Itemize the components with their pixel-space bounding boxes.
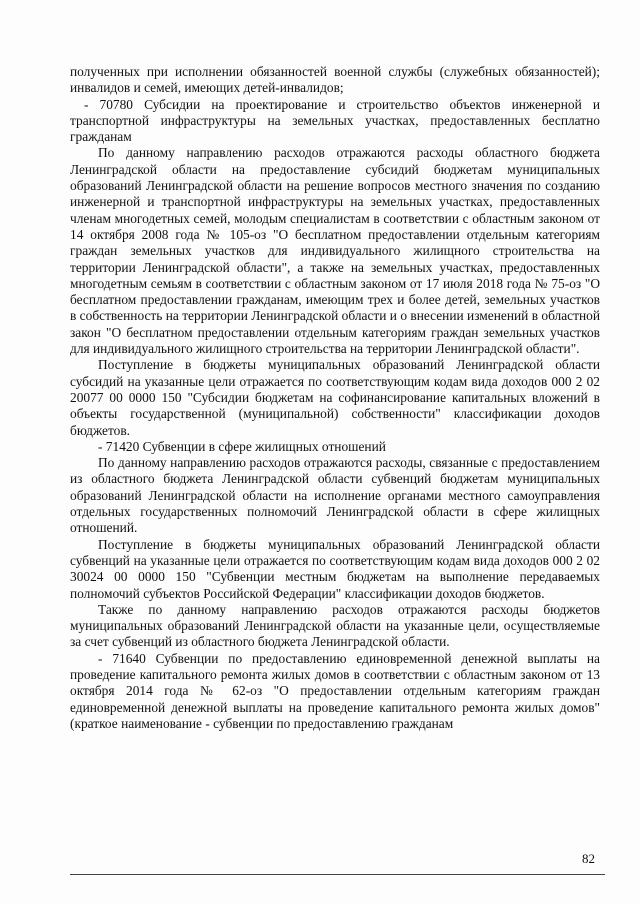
item-71640-heading: - 71640 Субвенции по предоставлению единовременной денежной выплаты на проведение капитального ремонта жилых домов в соответствии с областным законом от 13 октября 2014 года № 62-оз "О предоставлении отдельным категориям граждан единовременной денежной выплаты на проведение капитального ремонта жилых домов" (краткое наименование - субвенции по предоставлению гражданам (70, 650, 600, 731)
paragraph-70780-description: По данному направлению расходов отражаются расходы областного бюджета Ленинградской области на предоставление субсидий бюджетам муниципальных образований Ленинградской области на решение вопросов местного значения по созданию инженерной и транспортной инфраструктуры на земельных участках, предоставленных членам многодетных семей, молодым специалистам в соответствии с областным законом от 14 октября 2008 года № 105-оз "О бесплатном предоставлении отдельным категориям граждан земельных участков для индивидуального жилищного строительства на территории Ленинградской области", а также на земельных участках, предоставленных многодетным семьям в соответствии с областным законом от 17 июля 2018 года № 75-оз "О бесплатном предоставлении гражданам, имеющим трех и более детей, земельных участков в собственность на территории Ленинградской области и о внесении изменений в областной закон "О бесплатном предоставлении отдельным категориям граждан земельных участков для индивидуального жилищного строительства на территории Ленинградской области". (70, 145, 600, 357)
page-number: 82 (582, 851, 595, 866)
paragraph-continuation: полученных при исполнении обязанностей военной службы (служебных обязанностей); инвалидов и семей, имеющих детей-инвалидов; (70, 64, 600, 96)
bottom-rule (70, 874, 605, 875)
item-70780-heading: - 70780 Субсидии на проектирование и строительство объектов инженерной и транспортной инфраструктуры на земельных участках, предоставленных бесплатно гражданам (70, 96, 600, 145)
body-text (70, 64, 600, 732)
item-71420-heading: - 71420 Субвенции в сфере жилищных отношений (98, 438, 386, 454)
paragraph-71420-revenue: Поступление в бюджеты муниципальных образований Ленинградской области субвенций на указанные цели отражается по соответствующим кодам вида доходов 000 2 02 30024 00 0000 150 "Субвенции местным бюджетам на выполнение передаваемых полномочий субъектов Российской Федерации" классификации доходов бюджетов. (70, 536, 600, 601)
paragraph-71420-description: По данному направлению расходов отражаются расходы, связанные с предоставлением из областного бюджета Ленинградской области субвенций бюджетам муниципальных образований Ленинградской области на исполнение органами местного самоуправления отдельных государственных полномочий Ленинградской области в сфере жилищных отношений. (70, 455, 600, 536)
paragraph-71420-also: Также по данному направлению расходов отражаются расходы бюджетов муниципальных образований Ленинградской области на указанные цели, осуществляемые за счет субвенций из областного бюджета Ленинградской области. (70, 601, 600, 650)
paragraph-70780-revenue: Поступление в бюджеты муниципальных образований Ленинградской области субсидий на указанные цели отражается по соответствующим кодам вида доходов 000 2 02 20077 00 0000 150 "Субсидии бюджетам на софинансирование капитальных вложений в объекты государственной (муниципальной) собственности" классификации доходов бюджетов. (70, 357, 600, 438)
